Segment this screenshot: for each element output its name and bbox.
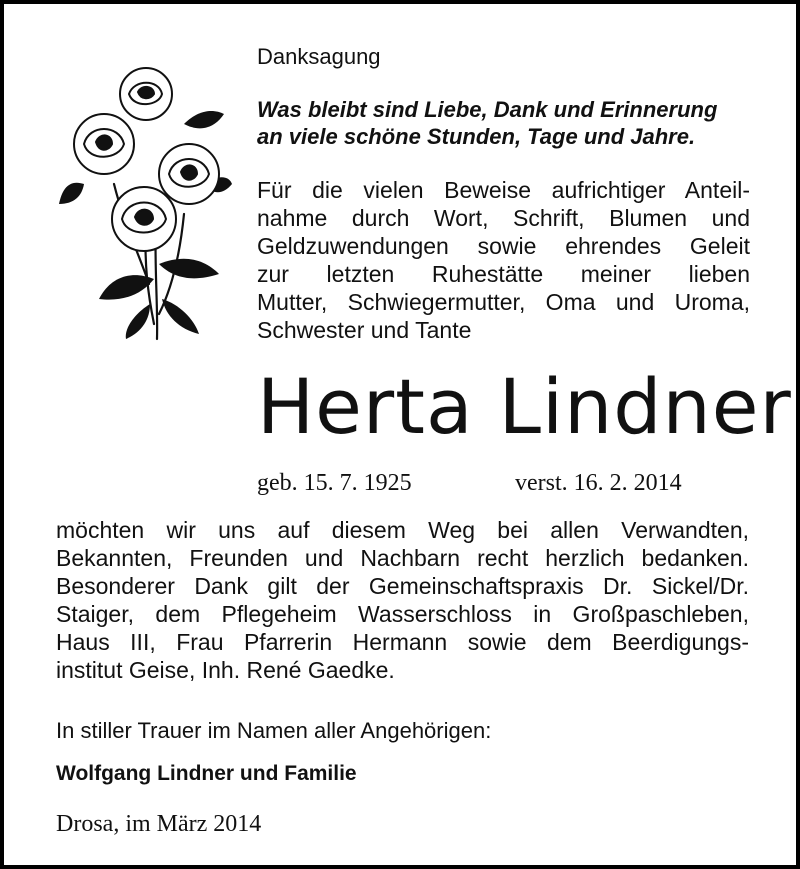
mourning-line: In stiller Trauer im Namen aller Angehörigen:: [56, 718, 492, 743]
birth-date: geb. 15. 7. 1925: [257, 470, 412, 496]
life-dates: [257, 469, 682, 498]
thanks-paragraph: [56, 516, 749, 684]
thanks-line: möchten wir uns auf diesem Weg bei allen Verwandten,: [56, 517, 749, 543]
intro-line: Schwester und Tante: [257, 317, 472, 343]
intro-line: Geldzuwendungen sowie ehrendes Geleit: [257, 233, 750, 259]
thanks-line: Besonderer Dank gilt der Gemeinschaftspraxis Dr. Sickel/Dr.: [56, 573, 749, 599]
intro-line: Für die vielen Beweise aufrichtiger Anteil-: [257, 177, 750, 203]
place-date: Drosa, im März 2014: [56, 811, 262, 837]
notice-motto: [257, 96, 757, 150]
thanks-line: Haus III, Frau Pfarrerin Hermann sowie dem Beerdigungs-: [56, 629, 749, 655]
deceased-name: Herta Lindner: [257, 362, 792, 451]
intro-paragraph: [257, 176, 750, 344]
notice-heading: Danksagung: [257, 44, 381, 69]
intro-line: Mutter, Schwiegermutter, Oma und Uroma,: [257, 289, 750, 315]
thanks-line: Staiger, dem Pflegeheim Wasserschloss in Großpaschleben,: [56, 601, 749, 627]
intro-line: zur letzten Ruhestätte meiner lieben: [257, 261, 750, 287]
thanks-line: Bekannten, Freunden und Nachbarn recht herzlich bedanken.: [56, 545, 749, 571]
intro-line: nahme durch Wort, Schrift, Blumen und: [257, 205, 750, 231]
roses-illustration: [54, 64, 234, 344]
motto-line: an viele schöne Stunden, Tage und Jahre.: [257, 124, 696, 149]
thanks-line: institut Geise, Inh. René Gaedke.: [56, 657, 395, 683]
death-date: verst. 16. 2. 2014: [515, 470, 682, 496]
motto-line: Was bleibt sind Liebe, Dank und Erinnerung: [257, 97, 718, 122]
family-signature: Wolfgang Lindner und Familie: [56, 762, 357, 785]
